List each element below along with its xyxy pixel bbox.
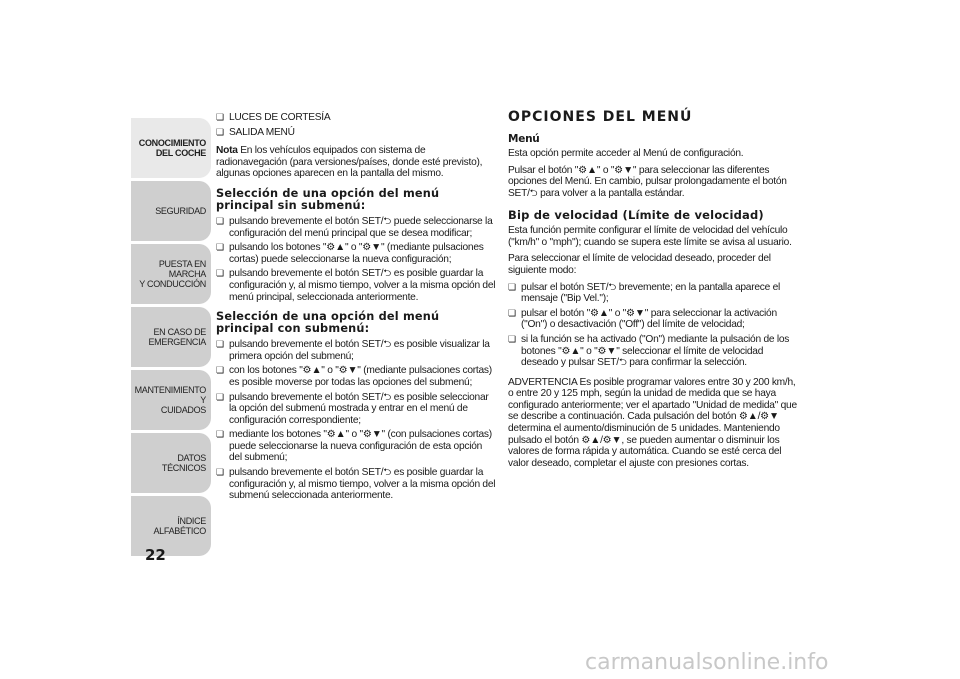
list-item: ❏ pulsando brevemente el botón SET/⮌ es posible visualizar la primera opción del submenú; bbox=[216, 339, 496, 362]
subsection-heading: Menú bbox=[508, 132, 540, 145]
tab-indice-alfabetico[interactable] bbox=[131, 496, 211, 556]
right-column bbox=[508, 109, 800, 474]
section-heading: Selección de una opción del menú principal sin submenú: bbox=[216, 186, 440, 212]
note-paragraph bbox=[216, 145, 496, 180]
tab-label: ÍNDICE ALFABÉTICO bbox=[153, 516, 206, 536]
list-item: ❏ SALIDA MENÚ bbox=[216, 127, 496, 139]
list-item: ❏ pulsando brevemente el botón SET/⮌ es posible guardar la configuración y, al mismo tiempo, volver a la misma opción del menú principal, seleccionada anteriormente. bbox=[216, 268, 496, 303]
list-item: ❏ pulsar el botón SET/⮌ brevemente; en la pantalla aparece el mensaje ("Bip Vel."); bbox=[508, 282, 800, 305]
tab-label: Y CONDUCCIÓN bbox=[139, 279, 206, 289]
list-item: ❏ pulsar el botón "⚙▲" o "⚙▼" para seleccionar la activación ("On") o desactivación ("Off") del límite de velocidad; bbox=[508, 308, 800, 331]
paragraph: Para seleccionar el límite de velocidad deseado, proceder del siguiente modo: bbox=[508, 253, 771, 276]
list-item: ❏ pulsando brevemente el botón SET/⮌ es posible seleccionar la opción del submenú mostrada y entrar en el menú de configuración correspondiente; bbox=[216, 392, 496, 427]
watermark: carmanualsonline.info bbox=[585, 650, 829, 675]
list-item: ❏ pulsando brevemente el botón SET/⮌ es posible guardar la configuración y, al mismo tiempo, volver a la misma opción del submenú seleccionada anteriormente. bbox=[216, 467, 496, 502]
list-item: ❏ con los botones "⚙▲" o "⚙▼" (mediante pulsaciones cortas) es posible moverse por todas las opciones del submenú; bbox=[216, 365, 496, 388]
page-title: OPCIONES DEL MENÚ bbox=[508, 109, 693, 125]
tab-label: MANTENIMIENTO Y bbox=[134, 385, 206, 405]
note-text: En los vehículos equipados con sistema de radionavegación (para versiones/países, donde esté previsto), algunas opciones aparecen en la pantalla del mismo. bbox=[216, 145, 483, 180]
page-number: 22 bbox=[145, 546, 166, 564]
tab-label: CUIDADOS bbox=[160, 405, 206, 415]
tab-seguridad[interactable] bbox=[131, 181, 211, 241]
tab-conocimiento-del-coche[interactable] bbox=[131, 118, 211, 178]
tab-label: SEGURIDAD bbox=[155, 206, 206, 216]
tab-en-caso-de-emergencia[interactable] bbox=[131, 307, 211, 367]
list-item: ❏ LUCES DE CORTESÍA bbox=[216, 112, 496, 124]
tab-datos-tecnicos[interactable] bbox=[131, 433, 211, 493]
sidebar-nav bbox=[131, 118, 211, 538]
tab-label: CONOCIMIENTO bbox=[138, 138, 206, 148]
tab-label: EMERGENCIA bbox=[148, 337, 206, 347]
paragraph: Esta función permite configurar el límite de velocidad del vehículo ("km/h" o "mph"); cuando se supera este límite se avisa al usuario. bbox=[508, 225, 792, 248]
list-item: ❏ mediante los botones "⚙▲" o "⚙▼" (con pulsaciones cortas) puede seleccionarse la nueva configuración de esta opción del submenú; bbox=[216, 429, 496, 464]
tab-mantenimiento[interactable] bbox=[131, 370, 211, 430]
list-item: ❏ pulsando los botones "⚙▲" o "⚙▼" (mediante pulsaciones cortas) puede seleccionarse la nueva configuración; bbox=[216, 242, 496, 265]
tab-label: DEL COCHE bbox=[155, 148, 206, 158]
paragraph: Pulsar el botón "⚙▲" o "⚙▼" para seleccionar las diferentes opciones del Menú. En cambio, pulsar prolongadamente el botón SET/⮌ para volver a la pantalla estándar. bbox=[508, 164, 787, 199]
tab-label: EN CASO DE bbox=[153, 327, 206, 337]
list-item: ❏ pulsando brevemente el botón SET/⮌ puede seleccionarse la configuración del menú principal que se desea modificar; bbox=[216, 216, 496, 239]
tab-label: DATOS TÉCNICOS bbox=[161, 453, 206, 473]
left-column bbox=[216, 112, 496, 505]
list-item: ❏ si la función se ha activado ("On") mediante la pulsación de los botones "⚙▲" o "⚙▼" seleccionar el límite de velocidad deseado y pulsar SET/⮌ para confirmar la selección. bbox=[508, 334, 800, 369]
paragraph: Esta opción permite acceder al Menú de configuración. bbox=[508, 148, 744, 160]
tab-puesta-en-marcha[interactable] bbox=[131, 244, 211, 304]
warning-paragraph: ADVERTENCIA Es posible programar valores entre 30 y 200 km/h, o entre 20 y 125 mph, según la unidad de medida que se haya configurado anteriormente; ver el apartado "Unidad de medida" que se describe a continuación. Cada pulsación del botón ⚙▲/⚙▼ determina el aumento/disminución de 5 unidades. Manteniendo pulsado el botón ⚙▲/⚙▼, se pueden aumentar o disminuir los valores de forma rápida y automática. Cuando se esté cerca del valor deseado, completar el ajuste con presiones cortas. bbox=[508, 376, 797, 469]
note-label: Nota bbox=[216, 145, 238, 157]
subsection-heading: Bip de velocidad (Límite de velocidad) bbox=[508, 207, 764, 222]
tab-label: PUESTA EN MARCHA bbox=[158, 259, 206, 279]
section-heading: Selección de una opción del menú principal con submenú: bbox=[216, 310, 440, 336]
